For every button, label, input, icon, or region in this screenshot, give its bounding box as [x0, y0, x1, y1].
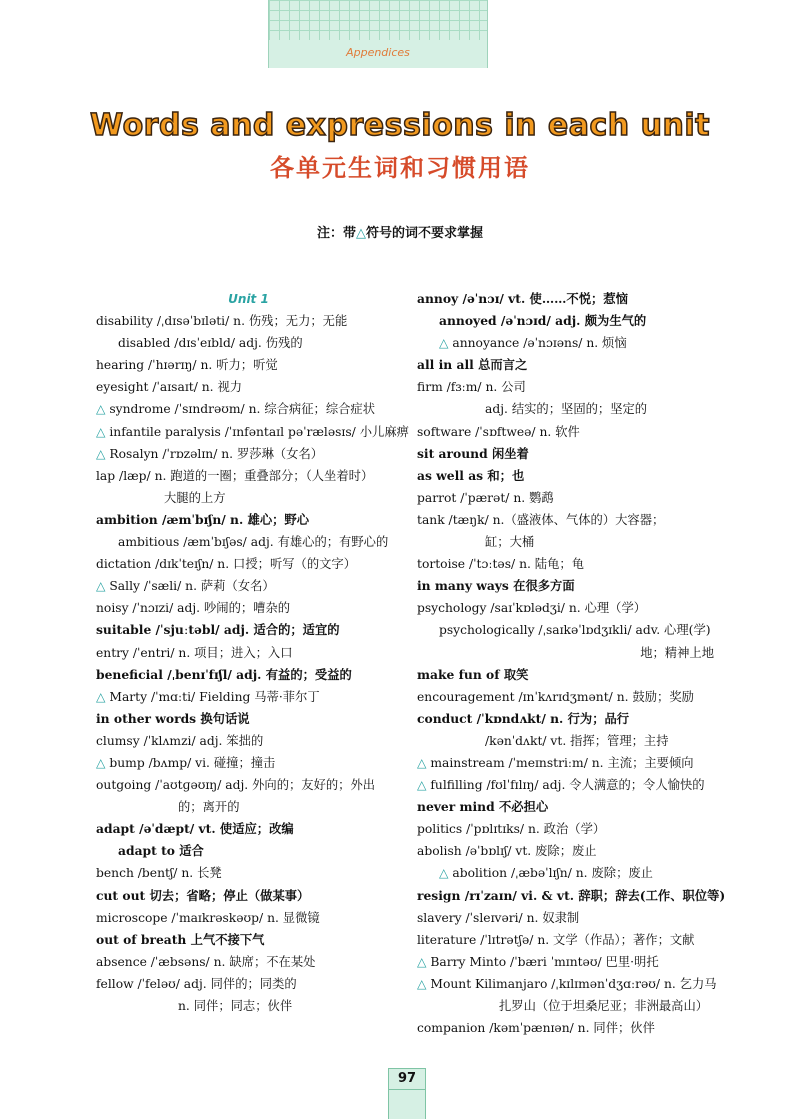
vocab-text: microscope /ˈmaɪkrəskəʊp/ n. 显微镜 [96, 910, 320, 925]
vocab-entry [96, 730, 401, 752]
vocab-text: conduct /ˈkɒndʌkt/ n. 行为；品行 [417, 710, 630, 726]
vocab-entry [417, 376, 722, 398]
vocab-entry [96, 487, 401, 509]
vocab-text: beneficial /ˌbenɪˈfɪʃl/ adj. 有益的；受益的 [96, 666, 352, 682]
vocab-entry [96, 642, 401, 664]
vocab-entry [417, 354, 722, 376]
vocab-entry [417, 708, 722, 730]
vocab-text: psychologically /ˌsaɪkəˈlɒdʒɪkli/ adv. 心理(学) [439, 623, 711, 638]
unit-heading: Unit 1 [228, 292, 269, 306]
vocab-entry [417, 553, 722, 575]
vocab-entry [96, 774, 401, 796]
vocab-text: Rosalyn /ˈrɒzəlɪn/ n. 罗莎琳（女名） [109, 446, 324, 461]
right-word-column [417, 288, 726, 1039]
vocab-entry [96, 398, 401, 420]
page-number-tab-decoration [388, 1090, 426, 1119]
vocab-text: abolish /əˈbɒlɪʃ/ vt. 废除；废止 [417, 844, 597, 859]
vocab-entry [417, 1017, 722, 1039]
vocab-text: dictation /dɪkˈteɪʃn/ n. 口授；听写（的文字） [96, 557, 357, 572]
vocab-entry [96, 465, 401, 487]
vocab-text: slavery /ˈsleɪvəri/ n. 奴隶制 [417, 910, 580, 925]
vocab-text: psychology /saɪˈkɒlədʒi/ n. 心理（学） [417, 601, 647, 616]
vocab-entry [417, 421, 722, 443]
vocab-text: never mind 不必担心 [417, 799, 549, 815]
triangle-icon: △ [96, 579, 110, 594]
vocab-text: Barry Minto /ˈbæri ˈmɪntəʊ/ 巴里·明托 [430, 954, 659, 969]
triangle-icon: △ [356, 226, 366, 241]
vocab-text: 大腿的上方 [164, 490, 226, 505]
vocab-text: annoyance /əˈnɔɪəns/ n. 烦恼 [452, 336, 627, 351]
vocab-text: mainstream /ˈmeɪnstriːm/ n. 主流；主要倾向 [430, 755, 694, 770]
vocab-entry [96, 553, 401, 575]
triangle-icon: △ [96, 689, 110, 704]
vocab-text: 的；离开的 [178, 800, 240, 815]
vocab-text: syndrome /ˈsɪndrəʊm/ n. 综合病征；综合症状 [109, 402, 376, 417]
left-word-column [96, 288, 409, 1017]
vocab-entry [417, 443, 722, 465]
vocab-text: ambitious /æmˈbɪʃəs/ adj. 有雄心的；有野心的 [118, 535, 389, 550]
vocab-text: software /ˈsɒftweə/ n. 软件 [417, 424, 580, 439]
vocab-entry [417, 642, 722, 664]
vocab-text: tank /tæŋk/ n.（盛液体、气体的）大容器； [417, 512, 665, 527]
triangle-icon: △ [417, 778, 431, 793]
vocab-entry [96, 840, 401, 862]
vocab-text: abolition /ˌæbəˈlɪʃn/ n. 废除；废止 [452, 866, 653, 881]
vocab-text: /kənˈdʌkt/ vt. 指挥；管理；主持 [485, 733, 669, 748]
vocab-entry [417, 840, 722, 862]
vocab-text: 扎罗山（位于坦桑尼亚；非洲最高山） [499, 999, 709, 1013]
vocab-text: annoy /əˈnɔɪ/ vt. 使……不悦；惹恼 [417, 291, 628, 306]
vocab-entry [96, 531, 401, 553]
page-title-chinese: 各单元生词和习惯用语 [270, 154, 530, 182]
vocab-entry [417, 818, 722, 840]
vocab-entry [417, 619, 722, 641]
vocab-entry [417, 973, 722, 995]
vocab-text: companion /kəmˈpænɪən/ n. 同伴；伙伴 [417, 1021, 655, 1036]
vocab-text: hearing /ˈhɪərɪŋ/ n. 听力；听觉 [96, 358, 278, 373]
vocab-text: Sally /ˈsæli/ n. 萨莉（女名） [109, 579, 275, 594]
vocab-text: fulfilling /fʊlˈfɪlɪŋ/ adj. 令人满意的；令人愉快的 [430, 778, 705, 793]
vocab-entry [417, 885, 726, 907]
vocab-entry [96, 796, 401, 818]
vocab-text: sit around 闲坐着 [417, 445, 529, 461]
vocab-entry [96, 818, 401, 840]
vocab-entry [417, 752, 722, 774]
vocab-text: infantile paralysis /ˈɪnfəntaɪl pəˈræləsɪs/ 小儿麻痹 [109, 424, 409, 439]
vocab-text: noisy /ˈnɔɪzi/ adj. 吵闹的；嘈杂的 [96, 601, 291, 616]
vocab-text: in many ways 在很多方面 [417, 578, 575, 594]
vocab-text: make fun of 取笑 [417, 666, 529, 682]
vocab-text: disability /ˌdɪsəˈbɪləti/ n. 伤残；无力；无能 [96, 314, 348, 329]
vocab-entry [417, 531, 722, 553]
vocab-text: firm /fɜːm/ n. 公司 [417, 380, 526, 395]
vocab-entry [96, 421, 409, 443]
vocab-entry [96, 929, 401, 951]
vocab-text: disabled /dɪsˈeɪbld/ adj. 伤残的 [118, 336, 303, 351]
vocab-text: 地；精神上地 [640, 645, 714, 660]
tab-grid-decoration [269, 0, 487, 40]
vocab-text: lap /læp/ n. 跑道的一圈；重叠部分；（人坐着时） [96, 468, 374, 483]
note-suffix: 符号的词不要求掌握 [366, 226, 484, 241]
vocab-entry [417, 686, 722, 708]
vocab-text: absence /ˈæbsəns/ n. 缺席；不在某处 [96, 954, 316, 969]
vocab-text: suitable /ˈsjuːtəbl/ adj. 适合的；适宜的 [96, 622, 340, 638]
vocab-text: 缸；大桶 [485, 535, 535, 550]
vocab-entry [96, 332, 401, 354]
vocab-entry [417, 929, 722, 951]
vocab-entry [417, 465, 722, 487]
vocab-entry [96, 509, 401, 531]
vocab-text: outgoing /ˈaʊtɡəʊɪŋ/ adj. 外向的；友好的；外出 [96, 778, 376, 793]
vocab-text: Marty /ˈmɑːti/ Fielding 马蒂·菲尔丁 [109, 689, 320, 704]
vocab-text: fellow /ˈfeləʊ/ adj. 同伴的；同类的 [96, 976, 297, 991]
vocab-entry [96, 708, 401, 730]
vocab-entry [417, 310, 722, 332]
vocab-entry [96, 862, 401, 884]
vocab-text: Mount Kilimanjaro /ˌkɪlɪmənˈdʒɑːrəʊ/ n. 乞力马 [430, 976, 717, 991]
vocab-entry [417, 951, 722, 973]
vocab-entry [417, 398, 722, 420]
vocab-entry [96, 951, 401, 973]
page-title-english: Words and expressions in each unit [90, 108, 710, 143]
triangle-icon: △ [96, 446, 110, 461]
vocab-text: in other words 换句话说 [96, 710, 250, 726]
vocab-entry [417, 862, 722, 884]
vocab-text: eyesight /ˈaɪsaɪt/ n. 视力 [96, 380, 243, 395]
vocab-text: cut out 切去；省略；停止（做某事） [96, 887, 310, 903]
vocab-entry [96, 443, 401, 465]
vocab-entry [417, 664, 722, 686]
vocab-entry [417, 509, 722, 531]
note-line [0, 222, 800, 241]
vocab-text: adapt /əˈdæpt/ vt. 使适应；改编 [96, 821, 294, 837]
triangle-icon: △ [417, 976, 431, 991]
vocab-entry [417, 597, 722, 619]
vocab-text: adj. 结实的；坚固的；坚定的 [485, 402, 648, 417]
vocab-text: out of breath 上气不接下气 [96, 931, 265, 947]
vocab-entry [417, 332, 722, 354]
vocab-text: all in all 总而言之 [417, 357, 528, 373]
triangle-icon: △ [439, 866, 453, 881]
vocab-entry [96, 885, 401, 907]
vocab-text: resign /rɪˈzaɪn/ vi. & vt. 辞职；辞去(工作、职位等) [417, 887, 726, 903]
vocab-entry [96, 310, 401, 332]
vocab-entry [417, 730, 722, 752]
vocab-entry [96, 376, 401, 398]
vocab-text: annoyed /əˈnɔɪd/ adj. 颇为生气的 [439, 313, 647, 329]
vocab-entry [96, 575, 401, 597]
vocab-text: bench /bentʃ/ n. 长凳 [96, 866, 222, 881]
vocab-entry [417, 995, 722, 1017]
vocab-entry [96, 597, 401, 619]
vocab-text: n. 同伴；同志；伙伴 [178, 999, 293, 1013]
vocab-entry [417, 575, 722, 597]
vocab-text: bump /bʌmp/ vi. 碰撞；撞击 [109, 755, 276, 770]
appendices-tab [268, 0, 488, 68]
vocab-text: parrot /ˈpærət/ n. 鹦鹉 [417, 490, 554, 505]
vocab-text: encouragement /ɪnˈkʌrɪdʒmənt/ n. 鼓励；奖励 [417, 689, 694, 704]
triangle-icon: △ [439, 336, 453, 351]
vocab-text: tortoise /ˈtɔːtəs/ n. 陆龟；龟 [417, 557, 584, 572]
vocab-entry [96, 907, 401, 929]
vocab-entry [417, 907, 722, 929]
vocab-text: as well as 和；也 [417, 467, 525, 483]
vocab-entry [96, 619, 401, 641]
vocab-entry [96, 995, 401, 1017]
note-prefix: 注：带 [316, 226, 356, 241]
triangle-icon: △ [96, 424, 110, 439]
vocab-entry [417, 288, 722, 310]
vocab-entry [96, 686, 401, 708]
vocab-entry [417, 487, 722, 509]
vocab-entry [96, 752, 401, 774]
vocab-text: literature /ˈlɪtrətʃə/ n. 文学（作品）；著作；文献 [417, 932, 695, 947]
vocab-text: ambition /æmˈbɪʃn/ n. 雄心；野心 [96, 511, 310, 527]
vocab-entry [417, 796, 722, 818]
vocab-entry [417, 774, 722, 796]
triangle-icon: △ [96, 402, 110, 417]
vocab-text: clumsy /ˈklʌmzi/ adj. 笨拙的 [96, 733, 264, 748]
section-label: Appendices [346, 46, 410, 59]
vocab-text: entry /ˈentri/ n. 项目；进入；入口 [96, 645, 293, 660]
vocab-entry [96, 664, 401, 686]
triangle-icon: △ [96, 755, 110, 770]
triangle-icon: △ [417, 954, 431, 969]
page-number: 97 [388, 1068, 426, 1090]
vocab-text: politics /ˈpɒlɪtɪks/ n. 政治（学） [417, 822, 606, 837]
vocab-text: adapt to 适合 [118, 843, 204, 859]
triangle-icon: △ [417, 755, 431, 770]
vocab-entry [96, 973, 401, 995]
vocab-entry [96, 354, 401, 376]
